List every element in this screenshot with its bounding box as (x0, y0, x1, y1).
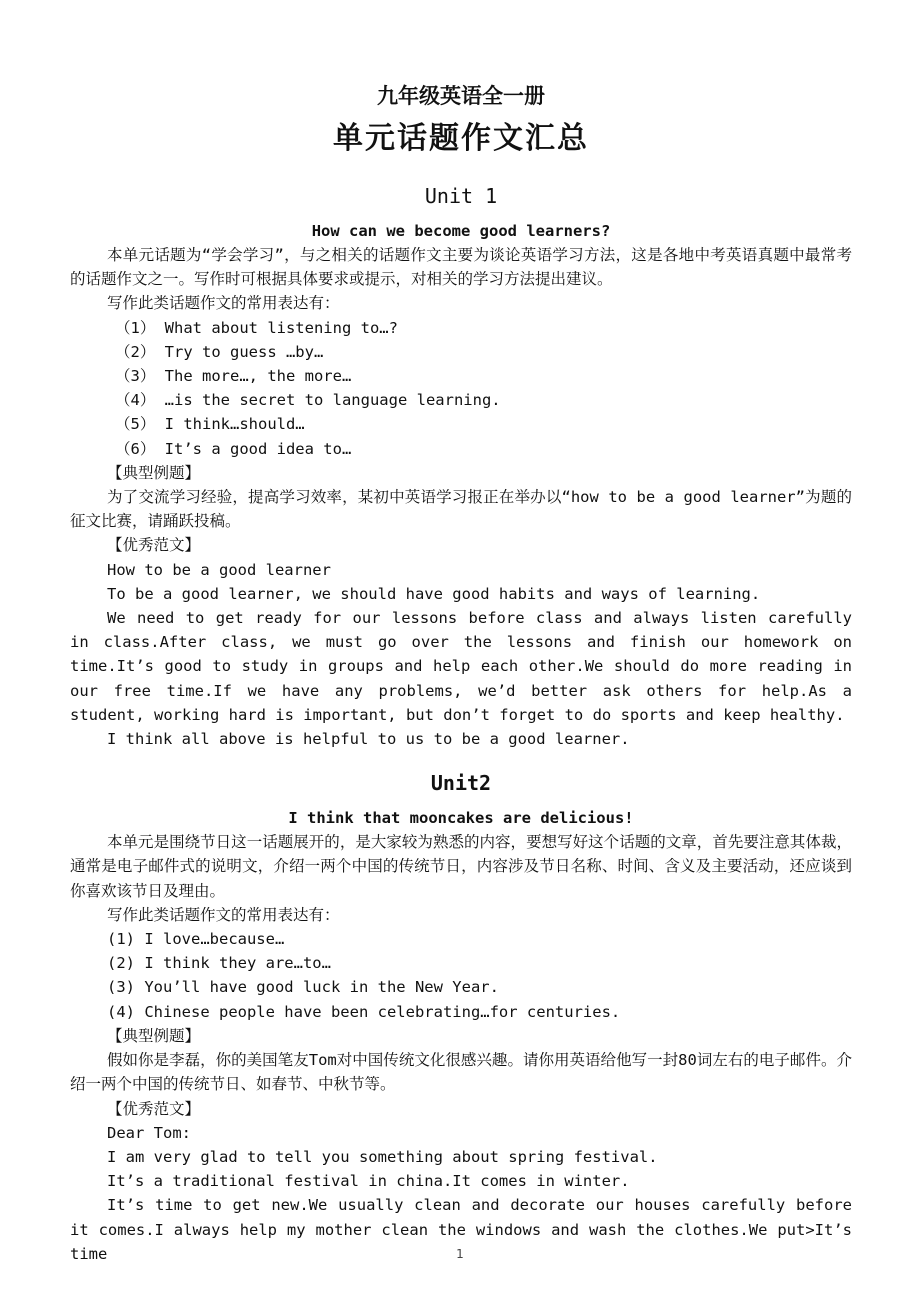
unit1-model-paragraph-2: We need to get ready for our lessons before class and always listen carefully in class.After class, we must go over the lessons and finish our homework on time.It’s good to study in groups and help each other.We should do more reading in our free time.If we have any problems, we’d better ask others for help.As a student, working hard is important, but don’t forget to do sports and keep healthy. (70, 609, 852, 724)
document-subtitle: 九年级英语全一册 (377, 84, 545, 108)
unit1-example-text: 为了交流学习经验，提高学习效率，某初中英语学习报正在举办以“how to be a good learner”为题的征文比赛，请踊跃投稿。 (70, 488, 852, 531)
unit1-heading: Unit 1 (424, 184, 498, 208)
unit2-model-paragraph-3: It’s time to get new.We usually clean and decorate our houses carefully before it comes.I always help my mother clean the windows and wash the clothes.We put>It’s time (70, 1196, 852, 1263)
unit1-example-label: 【典型例题】 (107, 463, 201, 482)
unit2-topic: I think that mooncakes are delicious! (288, 809, 634, 828)
document-title: 单元话题作文汇总 (333, 121, 589, 156)
unit2-example-label: 【典型例题】 (107, 1026, 201, 1045)
unit1-expression-2: （2） Try to guess …by… (115, 342, 324, 361)
page-number: 1 (456, 1247, 464, 1261)
document-page (70, 78, 852, 1266)
unit1-expression-4: （4） …is the secret to language learning. (115, 391, 501, 410)
unit1-topic: How can we become good learners? (311, 222, 611, 240)
unit1-expression-1: （1） What about listening to…? (115, 318, 398, 337)
unit1-model-paragraph-3: I think all above is helpful to us to be a good learner. (107, 730, 630, 749)
unit1-expressions-label: 写作此类话题作文的常用表达有： (107, 294, 340, 313)
unit2-model-label: 【优秀范文】 (107, 1099, 201, 1118)
unit1-model-title: How to be a good learner (107, 560, 331, 579)
unit2-expression-1: (1) I love…because… (107, 930, 285, 949)
unit2-expression-3: (3) You’ll have good luck in the New Year. (107, 978, 499, 997)
unit1-expression-5: （5） I think…should… (115, 415, 305, 434)
unit2-expression-4: (4) Chinese people have been celebrating…for centuries. (107, 1002, 621, 1021)
unit2-model-paragraph-2: It’s a traditional festival in china.It comes in winter. (107, 1172, 630, 1191)
unit2-model-paragraph-1: I am very glad to tell you something about spring festival. (107, 1147, 658, 1166)
unit1-model-label: 【优秀范文】 (107, 536, 201, 555)
unit2-intro: 本单元是围绕节日这一话题展开的，是大家较为熟悉的内容，要想写好这个话题的文章，首先要注意其体裁，通常是电子邮件式的说明文，介绍一两个中国的传统节日，内容涉及节日名称、时间、含义及主要活动，还应谈到你喜欢该节日及理由。 (70, 833, 852, 900)
unit1-expression-3: （3） The more…, the more… (115, 367, 352, 386)
unit1-model-paragraph-1: To be a good learner, we should have good habits and ways of learning. (107, 584, 761, 603)
unit2-expression-2: (2) I think they are…to… (107, 954, 331, 973)
unit2-letter-greeting: Dear Tom: (107, 1123, 191, 1142)
unit2-example-text: 假如你是李磊，你的美国笔友Tom对中国传统文化很感兴趣。请你用英语给他写一封80词左右的电子邮件。介绍一两个中国的传统节日、如春节、中秋节等。 (70, 1051, 852, 1094)
unit1-expression-6: （6） It’s a good idea to… (115, 439, 352, 458)
unit2-expressions-label: 写作此类话题作文的常用表达有： (107, 905, 340, 924)
unit2-heading: Unit2 (430, 771, 492, 796)
unit1-intro: 本单元话题为“学会学习”，与之相关的话题作文主要为谈论英语学习方法，这是各地中考英语真题中最常考的话题作文之一。写作时可根据具体要求或提示，对相关的学习方法提出建议。 (70, 246, 852, 289)
